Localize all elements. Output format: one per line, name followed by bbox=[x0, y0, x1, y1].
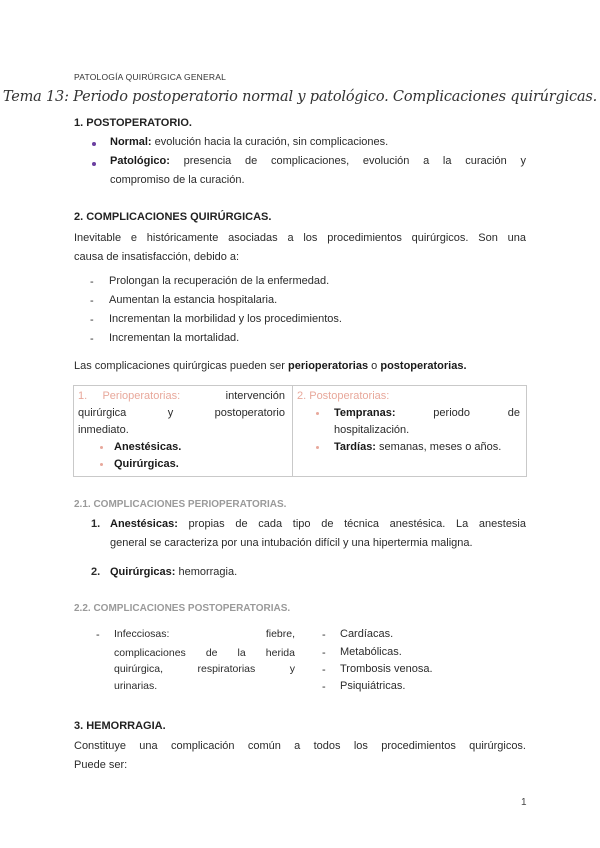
running-header: PATOLOGÍA QUIRÚRGICA GENERAL bbox=[74, 72, 227, 82]
bullet-dot-icon bbox=[92, 142, 96, 146]
table-right-item1-line1: Tempranas: periodo de bbox=[334, 407, 520, 419]
dash-marker: - bbox=[322, 681, 326, 693]
dash-marker: - bbox=[90, 276, 94, 288]
table-left-item: Quirúrgicas. bbox=[114, 458, 179, 470]
bullet-dot-icon bbox=[316, 412, 319, 415]
table-right-item1-line2: hospitalización. bbox=[334, 424, 410, 436]
dash-marker: - bbox=[322, 629, 326, 641]
page-number: 1 bbox=[521, 797, 527, 808]
list-item: Cardíacas. bbox=[340, 628, 394, 640]
list-item: Psiquiátricas. bbox=[340, 680, 406, 692]
ordered-num: 2. bbox=[91, 566, 101, 578]
page-title: Tema 13: Periodo postoperatorio normal y patológico. Complicaciones quirúrgicas. bbox=[2, 89, 598, 105]
list-item: Metabólicas. bbox=[340, 646, 402, 658]
postop-left-line3: quirúrgica, respiratorias y bbox=[114, 663, 295, 675]
section-1-heading: 1. POSTOPERATORIO. bbox=[74, 117, 192, 129]
bullet-dot-icon bbox=[92, 162, 96, 166]
section-2-1-heading: 2.1. COMPLICACIONES PERIOPERATORIAS. bbox=[74, 499, 287, 510]
section-2-intro-line2: causa de insatisfacción, debido a: bbox=[74, 251, 240, 263]
list-item: Prolongan la recuperación de la enfermedad. bbox=[109, 275, 330, 287]
item-anestesicas-line1: Anestésicas: propias de cada tipo de técnica anestésica. La anestesia bbox=[110, 518, 526, 530]
dash-marker: - bbox=[96, 629, 100, 641]
postop-left-line1: Infecciosas: fiebre, bbox=[114, 628, 295, 640]
section-2-heading: 2. COMPLICACIONES QUIRÚRGICAS. bbox=[74, 211, 272, 223]
section-2-2-heading: 2.2. COMPLICACIONES POSTOPERATORIAS. bbox=[74, 603, 291, 614]
list-item: Aumentan la estancia hospitalaria. bbox=[109, 294, 278, 306]
postop-left-line2: complicaciones de la herida bbox=[114, 647, 295, 659]
item-quirurgicas: Quirúrgicas: hemorragia. bbox=[110, 566, 238, 578]
section-3-line2: Puede ser: bbox=[74, 759, 128, 771]
dash-marker: - bbox=[90, 314, 94, 326]
list-item: Incrementan la mortalidad. bbox=[109, 332, 240, 344]
table-left-line2: quirúrgica y postoperatorio bbox=[78, 407, 285, 419]
dash-marker: - bbox=[322, 647, 326, 659]
postop-left-line4: urinarias. bbox=[114, 680, 158, 692]
dash-marker: - bbox=[90, 295, 94, 307]
complication-types-text: Las complicaciones quirúrgicas pueden ser perioperatorias o postoperatorias. bbox=[74, 360, 467, 372]
item-anestesicas-line2: general se caracteriza por una intubación difícil y una hipertermia maligna. bbox=[110, 537, 473, 549]
list-item: Incrementan la morbilidad y los procedimientos. bbox=[109, 313, 342, 325]
table-right-heading: 2. Postoperatorias: bbox=[297, 390, 390, 402]
bullet-normal: Normal: evolución hacia la curación, sin complicaciones. bbox=[110, 136, 389, 148]
bullet-patologico-line2: compromiso de la curación. bbox=[110, 174, 245, 186]
list-item: Trombosis venosa. bbox=[340, 663, 433, 675]
section-3-line1: Constituye una complicación común a todos los procedimientos quirúrgicos. bbox=[74, 740, 526, 752]
dash-marker: - bbox=[322, 664, 326, 676]
table-divider bbox=[292, 386, 293, 476]
ordered-num: 1. bbox=[91, 518, 101, 530]
bullet-dot-icon bbox=[100, 463, 103, 466]
section-3-heading: 3. HEMORRAGIA. bbox=[74, 720, 166, 732]
bullet-dot-icon bbox=[316, 446, 319, 449]
table-left-item: Anestésicas. bbox=[114, 441, 182, 453]
table-left-line3: inmediato. bbox=[78, 424, 129, 436]
bullet-dot-icon bbox=[100, 446, 103, 449]
dash-marker: - bbox=[90, 333, 94, 345]
section-2-intro-line1: Inevitable e históricamente asociadas a los procedimientos quirúrgicos. Son una bbox=[74, 232, 526, 244]
table-right-item2: Tardías: semanas, meses o años. bbox=[334, 441, 502, 453]
table-left-line1: 1. Perioperatorias: intervención bbox=[78, 390, 285, 402]
bullet-patologico-line1: Patológico: presencia de complicaciones, evolución a la curación y bbox=[110, 155, 526, 167]
